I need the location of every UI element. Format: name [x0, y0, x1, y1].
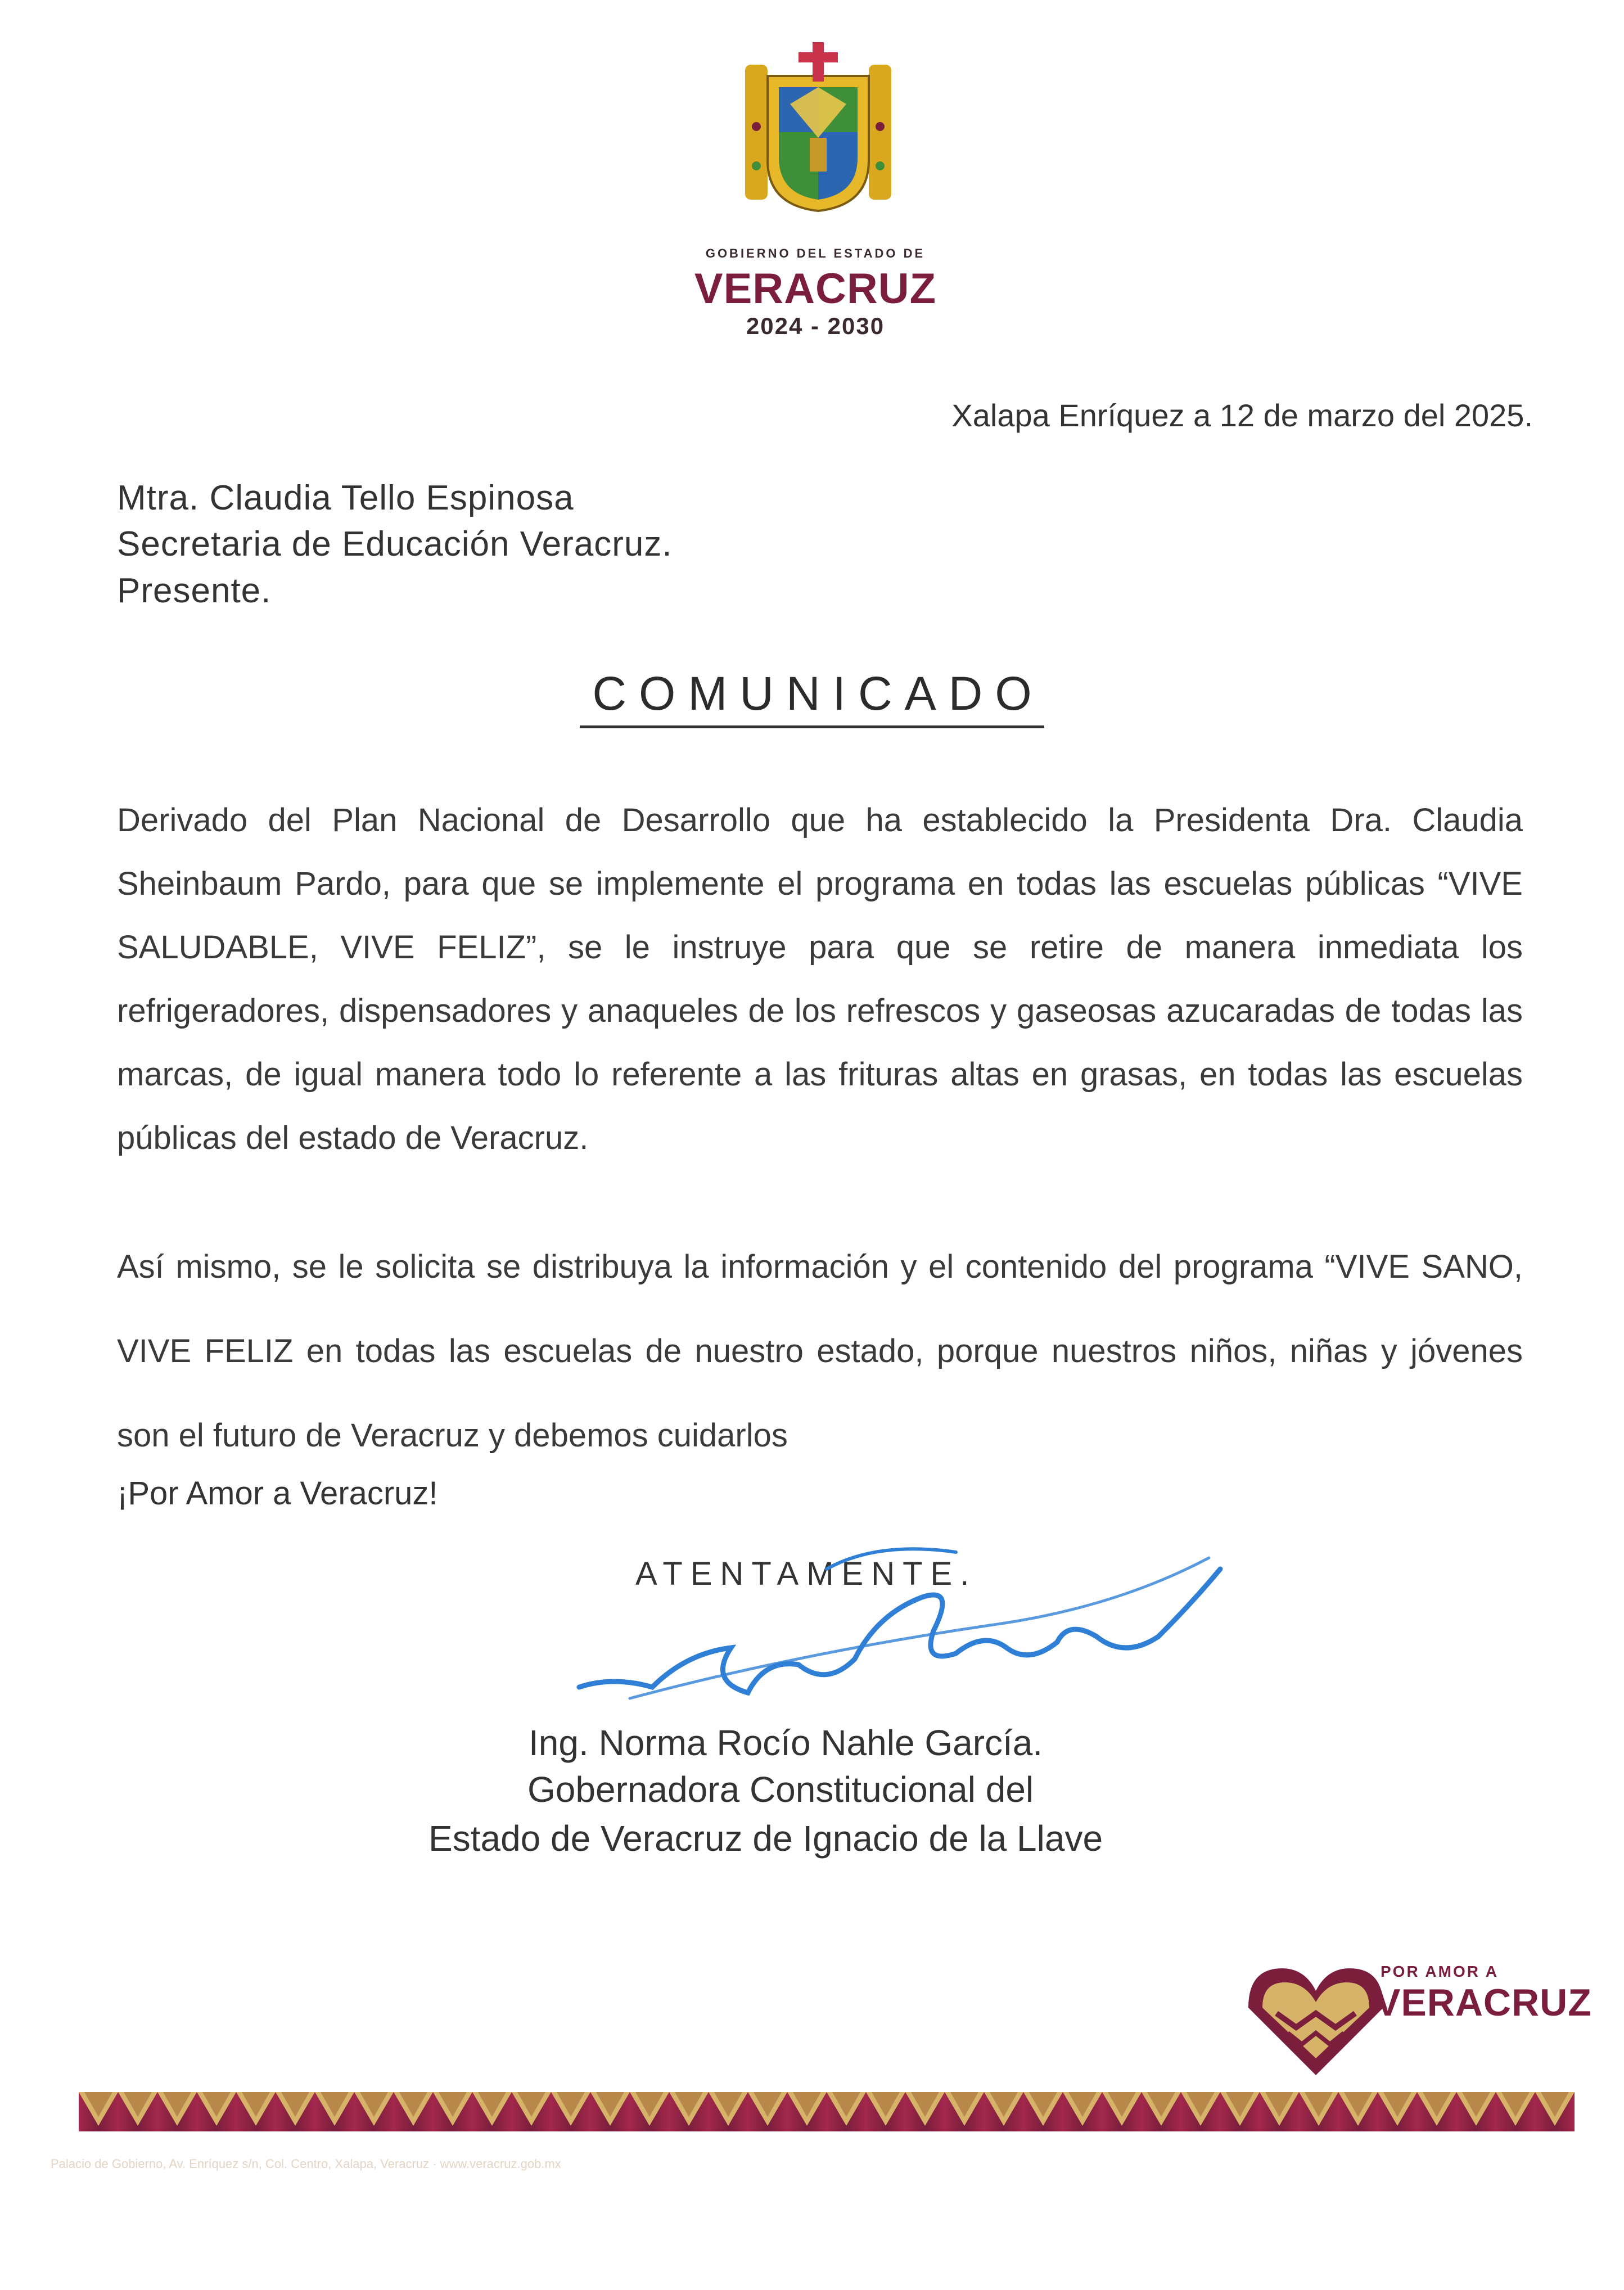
body-paragraph-1: Derivado del Plan Nacional de Desarrollo que ha establecido la Presidenta Dra. Claudia Sheinbaum Pardo, para que se implemente el programa en todas las escuelas públicas “VIVE SALUDABLE, VIVE FELIZ”, se le instruye para que se retire de manera inmediata los refrigeradores, dispensadores y anaqueles de los refrescos y gaseosas azucaradas de todas las marcas, de igual manera todo lo referente a las frituras altas en grasas, en todas las escuelas públicas del estado de Veracruz.: [117, 802, 1523, 1156]
government-small-label: GOBIERNO DEL ESTADO DE: [705, 246, 926, 260]
document-title-text: COMUNICADO: [580, 667, 1044, 728]
body-paragraph-2: Así mismo, se le solicita se distribuya la información y el contenido del programa “VIVE SANO, VIVE FELIZ en todas las escuelas de nuestro estado, porque nuestros niños, niñas y jóvenes son el futuro de Veracruz y debemos cuidarlos: [117, 1248, 1523, 1454]
signer-name: Ing. Norma Rocío Nahle García.: [529, 1723, 1043, 1763]
signer-title-line-1: Gobernadora Constitucional del: [527, 1769, 1034, 1810]
government-state-name: VERACRUZ: [694, 265, 937, 313]
closing-phrase: ¡Por Amor a Veracruz!: [117, 1475, 438, 1512]
atentamente-label: ATENTAMENTE.: [635, 1556, 977, 1592]
document-title: [0, 666, 1624, 721]
footer-address-note: Palacio de Gobierno, Av. Enríquez s/n, Col. Centro, Xalapa, Veracruz · www.veracruz.gob.mx: [51, 2157, 561, 2171]
letter-date: Xalapa Enríquez a 12 de marzo del 2025.: [951, 398, 1533, 433]
veracruz-coat-of-arms: [734, 42, 903, 222]
handwritten-signature: [562, 1518, 1237, 1755]
government-term-years: 2024 - 2030: [746, 313, 885, 339]
amor-small-label: POR AMOR A: [1381, 1963, 1499, 1980]
signer-title-line-2: Estado de Veracruz de Ignacio de la Llave: [428, 1818, 1103, 1859]
decorative-band: [79, 2092, 1575, 2131]
por-amor-emblem-icon: [1243, 1957, 1389, 2081]
recipient-presente: Presente.: [117, 571, 272, 610]
recipient-position: Secretaria de Educación Veracruz.: [117, 525, 673, 564]
recipient-name: Mtra. Claudia Tello Espinosa: [117, 479, 574, 517]
amor-main-label: VERACRUZ: [1375, 1981, 1592, 2024]
